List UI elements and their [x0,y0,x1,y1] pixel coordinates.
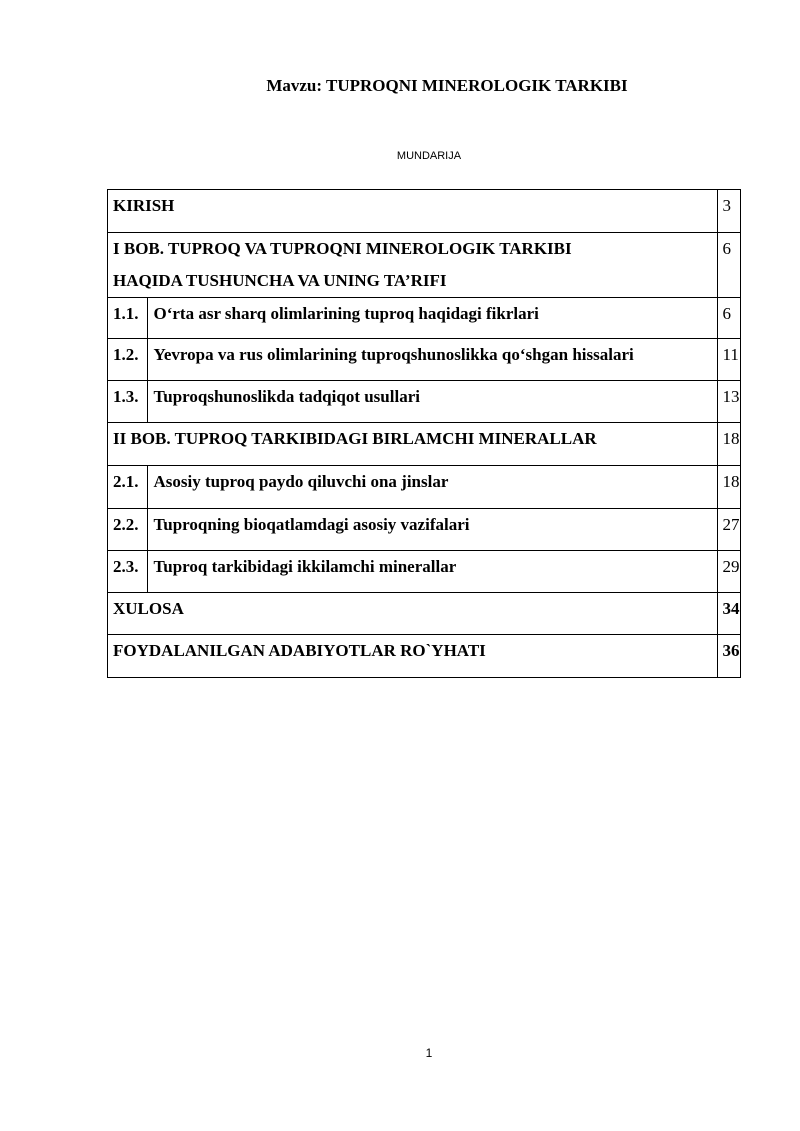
toc-row-1-1 [108,298,741,339]
toc-row-chapter2 [108,423,741,466]
toc-title: Asosiy tuproq paydo qiluvchi ona jinslar [148,466,717,509]
toc-row-1-2 [108,339,741,381]
toc-num: 2.2. [108,509,148,551]
topic-title: Mavzu: TUPROQNI MINEROLOGIK TARKIBI [266,76,628,95]
toc-page: 6 [717,233,740,298]
toc-page: 18 [717,423,740,466]
toc-page: 11 [717,339,740,381]
toc-title [108,233,718,298]
toc-page: 29 [717,551,740,593]
toc-title: Yevropa va rus olimlarining tuproqshunoslikka qo‘shgan hissalari [148,339,717,381]
toc-page: 27 [717,509,740,551]
toc-heading: MUNDARIJA [396,150,462,162]
toc-num: 2.3. [108,551,148,593]
toc-title: XULOSA [108,593,718,635]
toc-num: 2.1. [108,466,148,509]
toc-title: FOYDALANILGAN ADABIYOTLAR RO`YHATI [108,635,718,678]
toc-title: KIRISH [108,190,718,233]
toc-title: O‘rta asr sharq olimlarining tuproq haqidagi fikrlari [148,298,717,339]
toc-page: 36 [717,635,740,678]
toc-row-2-3 [108,551,741,593]
toc-row-2-1 [108,466,741,509]
toc-num: 1.1. [108,298,148,339]
toc-row-chapter1 [108,233,741,298]
toc-row-2-2 [108,509,741,551]
toc-page: 6 [717,298,740,339]
toc-page: 13 [717,381,740,423]
toc-title-line: HAQIDA TUSHUNCHA VA UNING TA’RIFI [113,271,447,290]
toc-num: 1.3. [108,381,148,423]
toc-title: Tuproqning bioqatlamdagi asosiy vazifalari [148,509,717,551]
toc-row-references [108,635,741,678]
toc-page: 34 [717,593,740,635]
toc-page: 3 [717,190,740,233]
toc-row-xulosa [108,593,741,635]
toc-title: II BOB. TUPROQ TARKIBIDAGI BIRLAMCHI MINERALLAR [108,423,718,466]
page-number: 1 [425,1046,433,1060]
toc-title: Tuproq tarkibidagi ikkilamchi minerallar [148,551,717,593]
toc-title: Tuproqshunoslikda tadqiqot usullari [148,381,717,423]
toc-title-line: I BOB. TUPROQ VA TUPROQNI MINEROLOGIK TARKIBI [113,239,572,258]
toc-page: 18 [717,466,740,509]
table-of-contents [107,189,741,678]
toc-row-1-3 [108,381,741,423]
toc-num: 1.2. [108,339,148,381]
toc-row-kirish [108,190,741,233]
